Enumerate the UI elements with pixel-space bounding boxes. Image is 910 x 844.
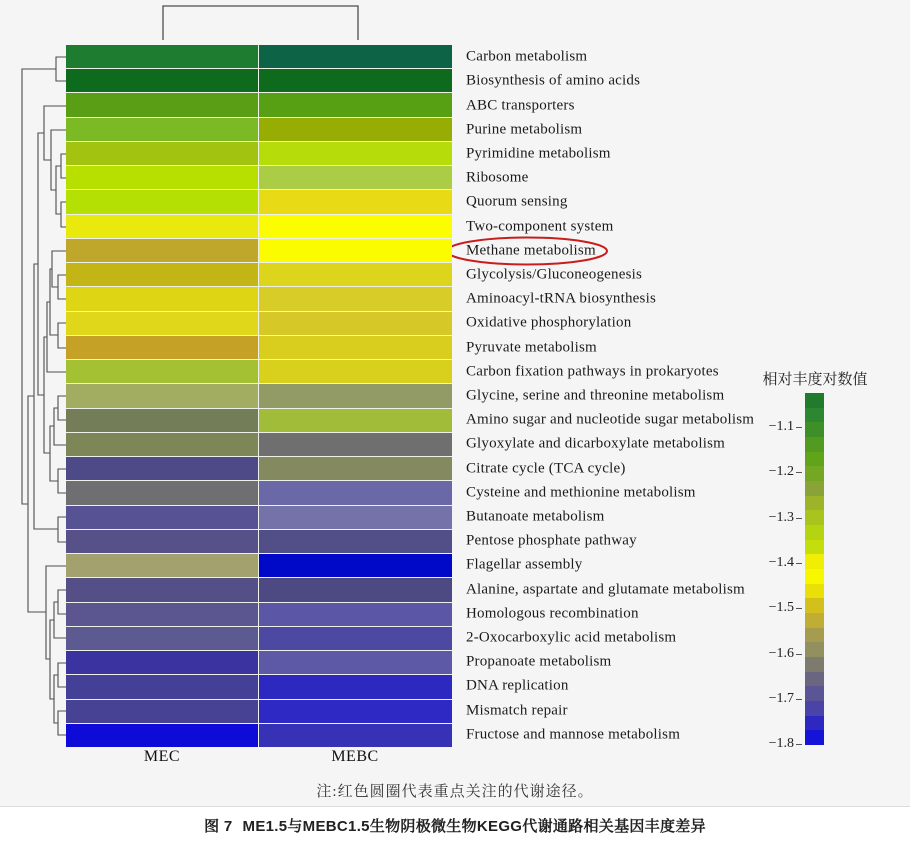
heatmap-cell (259, 530, 452, 553)
heatmap-cell (66, 627, 258, 650)
heatmap-cell (66, 433, 258, 456)
heatmap-cell (66, 287, 258, 310)
colorbar-tick-mark (796, 472, 802, 473)
colorbar-tick-label: −1.1 (768, 419, 794, 434)
colorbar-tick-mark (796, 654, 802, 655)
row-label: ABC transporters (466, 97, 575, 114)
heatmap-cell (259, 142, 452, 165)
colorbar-tick-label: −1.6 (768, 645, 794, 661)
row-label: DNA replication (466, 677, 569, 694)
heatmap-grid (66, 45, 452, 747)
figure-caption (204, 815, 706, 836)
column-labels (66, 748, 452, 768)
heatmap-cell (259, 360, 452, 383)
row-label: Pyrimidine metabolism (466, 145, 611, 162)
heatmap-cell (66, 724, 258, 747)
heatmap-cell (259, 45, 452, 68)
heatmap-cell (66, 360, 258, 383)
column-label-mebc: MEBC (331, 748, 379, 765)
legend-title: 相对丰度对数值 (762, 372, 868, 388)
heatmap-cell (259, 506, 452, 529)
row-label: Two-component system (466, 218, 614, 235)
row-label: Biosynthesis of amino acids (466, 72, 641, 89)
colorbar-ticks (752, 393, 808, 752)
heatmap-cell (66, 384, 258, 407)
heatmap-cell (66, 457, 258, 480)
colorbar-tick-mark (796, 563, 802, 564)
heatmap-cell (66, 700, 258, 723)
heatmap-cell (66, 142, 258, 165)
heatmap-cell (259, 675, 452, 698)
colorbar-tick-label: −1.7 (768, 690, 794, 706)
column-dendrogram (163, 6, 358, 40)
heatmap-cell (259, 724, 452, 747)
heatmap-cell (259, 554, 452, 577)
heatmap-cell (259, 166, 452, 189)
heatmap-cell (259, 481, 452, 504)
heatmap-cell (259, 263, 452, 286)
heatmap-cell (259, 336, 452, 359)
row-label: Glyoxylate and dicarboxylate metabolism (466, 435, 725, 452)
heatmap-cell (66, 263, 258, 286)
row-label: Pyruvate metabolism (466, 339, 597, 356)
heatmap-cell (259, 69, 452, 92)
row-label: Citrate cycle (TCA cycle) (466, 460, 626, 477)
colorbar-tick-mark (796, 518, 802, 519)
row-label: Carbon fixation pathways in prokaryotes (466, 363, 719, 380)
colorbar-tick-label: −1.8 (768, 736, 794, 752)
heatmap-cell (66, 554, 258, 577)
colorbar-tick-mark (796, 744, 802, 745)
colorbar-tick-label: −1.4 (768, 554, 794, 570)
row-label: Glycine, serine and threonine metabolism (466, 387, 725, 404)
heatmap-cell (259, 384, 452, 407)
caption-area (0, 807, 910, 844)
row-label: Propanoate metabolism (466, 653, 612, 670)
heatmap-cell (259, 312, 452, 335)
heatmap-cell (259, 190, 452, 213)
row-label: Glycolysis/Gluconeogenesis (466, 266, 643, 283)
heatmap-cell (66, 239, 258, 262)
heatmap-cell (66, 312, 258, 335)
heatmap-cell (259, 578, 452, 601)
heatmap-cell (66, 190, 258, 213)
row-label: Mismatch repair (466, 702, 568, 719)
heatmap-cell (259, 93, 452, 116)
row-label: Ribosome (466, 169, 529, 186)
heatmap-cell (259, 433, 452, 456)
heatmap-cell (259, 239, 452, 262)
heatmap-cell (259, 215, 452, 238)
heatmap-cell (66, 409, 258, 432)
row-label: Oxidative phosphorylation (466, 314, 632, 331)
colorbar-tick-label: −1.5 (768, 600, 794, 616)
heatmap-cell (66, 578, 258, 601)
figure-note: 注:红色圆圈代表重点关注的代谢途径。 (316, 784, 594, 800)
heatmap-cell (66, 603, 258, 626)
heatmap-cell (66, 530, 258, 553)
heatmap-cell (66, 506, 258, 529)
row-label: Alanine, aspartate and glutamate metabolism (466, 581, 745, 598)
column-label-mec: MEC (143, 748, 181, 765)
heatmap-cell (259, 409, 452, 432)
row-label: Homologous recombination (466, 605, 639, 622)
heatmap-cell (66, 166, 258, 189)
heatmap-cell (66, 215, 258, 238)
heatmap-cell (66, 118, 258, 141)
row-label: Butanoate metabolism (466, 508, 605, 525)
colorbar-tick-mark (796, 427, 802, 428)
heatmap-cell (66, 651, 258, 674)
heatmap-cell (259, 700, 452, 723)
heatmap-cell (259, 627, 452, 650)
heatmap-cell (259, 457, 452, 480)
row-label: Flagellar assembly (466, 556, 583, 573)
row-dendrogram (22, 57, 66, 735)
heatmap-cell (66, 69, 258, 92)
colorbar-tick-label: −1.2 (768, 464, 794, 480)
row-labels (466, 45, 776, 747)
row-label: Methane metabolism (466, 242, 596, 259)
heatmap-cell (66, 481, 258, 504)
row-label: Pentose phosphate pathway (466, 532, 637, 549)
figure-caption-text: ME1.5与MEBC1.5生物阴极微生物KEGG代谢通路相关基因丰度差异 (242, 818, 706, 835)
heatmap-cell (66, 336, 258, 359)
heatmap-cell (259, 287, 452, 310)
row-label: 2-Oxocarboxylic acid metabolism (466, 629, 677, 646)
heatmap-cell (259, 603, 452, 626)
heatmap-cell (66, 45, 258, 68)
colorbar-tick-label: −1.3 (768, 509, 794, 525)
row-label: Purine metabolism (466, 121, 583, 138)
row-label: Aminoacyl-tRNA biosynthesis (466, 290, 656, 307)
colorbar-tick-mark (796, 608, 802, 609)
row-label: Cysteine and methionine metabolism (466, 484, 696, 501)
row-label: Fructose and mannose metabolism (466, 726, 681, 743)
row-label: Amino sugar and nucleotide sugar metabolism (466, 411, 755, 428)
heatmap-cell (259, 118, 452, 141)
heatmap-cell (66, 675, 258, 698)
row-label: Carbon metabolism (466, 48, 588, 65)
colorbar-tick-mark (796, 699, 802, 700)
heatmap-cell (66, 93, 258, 116)
figure-number: 图 7 (204, 818, 233, 835)
row-label: Quorum sensing (466, 193, 568, 210)
heatmap-cell (259, 651, 452, 674)
